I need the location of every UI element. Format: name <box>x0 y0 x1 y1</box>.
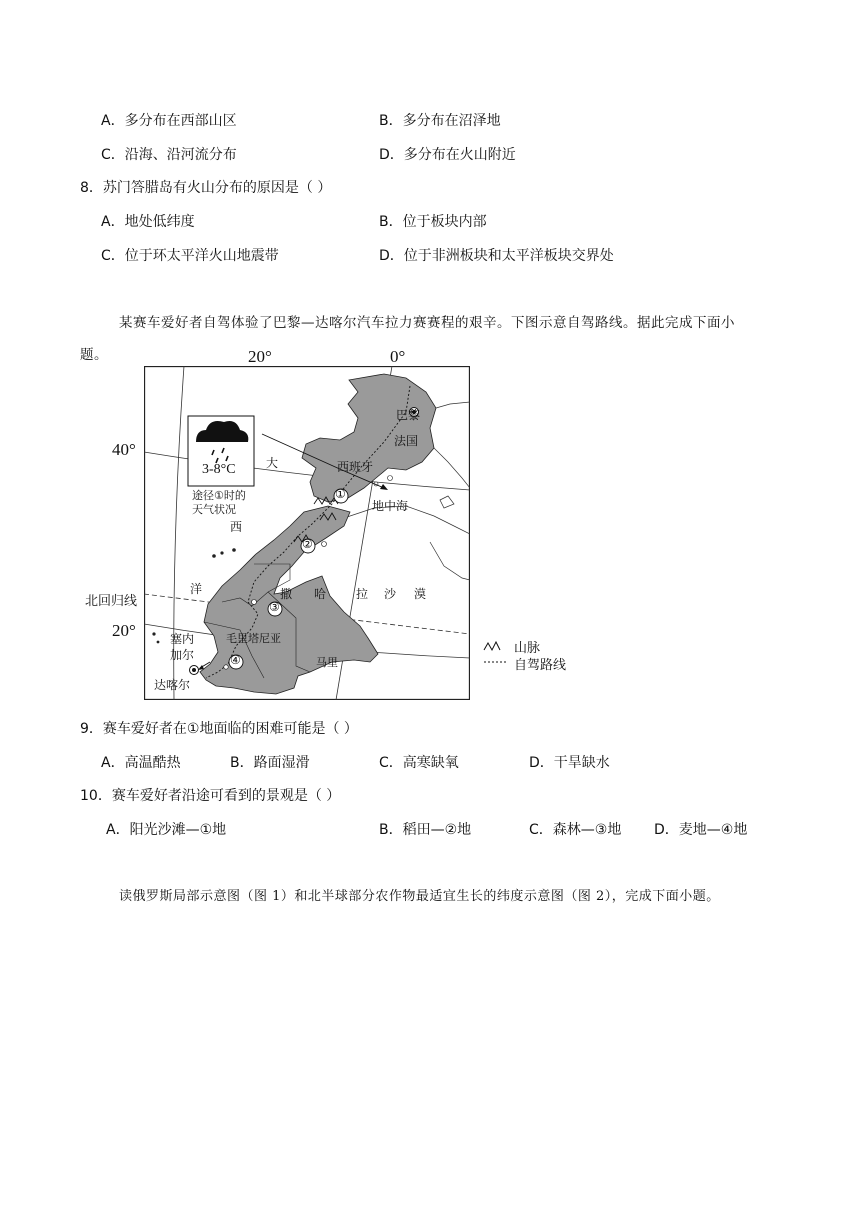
q8-option-d: D．位于非洲板块和太平洋板块交界处 <box>379 248 614 264</box>
q10-option-c: C．森林—③地 <box>529 822 622 838</box>
q10-option-d: D．麦地—④地 <box>654 822 748 838</box>
label-atlantic-2: 西 <box>230 520 243 534</box>
q9-stem: 9．赛车爱好者在①地面临的困难可能是（ ） <box>80 721 358 737</box>
q8-option-a: A．地处低纬度 <box>101 214 195 230</box>
route-map <box>144 366 470 700</box>
q9-option-c: C．高寒缺氧 <box>379 755 459 771</box>
weather-caption-1: 途径①时的 <box>192 489 246 502</box>
legend-graphic <box>482 638 510 668</box>
map-lon-20: 20° <box>248 347 272 366</box>
label-atlantic-3: 洋 <box>190 582 203 596</box>
q9-option-b: B．路面湿滑 <box>230 755 310 771</box>
passage3-line1: 读俄罗斯局部示意图（图 1）和北半球部分农作物最适宜生长的纬度示意图（图 2），完成下面小题。 <box>119 889 720 904</box>
q10-stem: 10．赛车爱好者沿途可看到的景观是（ ） <box>80 788 341 804</box>
label-sahara-3: 拉 <box>356 587 369 601</box>
passage2-line1: 某赛车爱好者自驾体验了巴黎—达喀尔汽车拉力赛赛程的艰辛。下图示意自驾路线。据此完成下面小 <box>119 315 735 331</box>
legend-mountain: 山脉 <box>514 641 541 656</box>
label-france: 法国 <box>394 434 419 448</box>
point-1-label: ① <box>335 487 346 501</box>
label-dakar: 达喀尔 <box>154 678 191 692</box>
label-senegal-1: 塞内 <box>170 632 195 646</box>
weather-caption-2: 天气状况 <box>192 503 236 516</box>
map-lon-0: 0° <box>390 347 406 366</box>
point-2-label: ② <box>302 537 313 551</box>
q10-option-a: A．阳光沙滩—①地 <box>106 822 227 838</box>
label-sahara-5: 漠 <box>414 587 427 601</box>
legend-route: 自驾路线 <box>514 658 567 673</box>
label-spain: 西班牙 <box>337 460 374 474</box>
label-paris: 巴黎 <box>396 408 421 422</box>
q8-option-c: C．位于环太平洋火山地震带 <box>101 248 279 264</box>
weather-temp: 3-8°C <box>202 462 236 477</box>
label-mauritania: 毛里塔尼亚 <box>226 632 281 645</box>
point-4-label: ④ <box>230 653 241 667</box>
label-atlantic-1: 大 <box>266 456 279 470</box>
q7-option-b: B．多分布在沼泽地 <box>379 113 501 129</box>
label-sahara-2: 哈 <box>314 587 327 601</box>
q8-option-b: B．位于板块内部 <box>379 214 487 230</box>
map-lat-40: 40° <box>112 440 136 459</box>
q7-option-a: A．多分布在西部山区 <box>101 113 237 129</box>
passage2-line2: 题。 <box>80 347 108 363</box>
label-senegal-2: 加尔 <box>170 648 195 662</box>
label-sahara-4: 沙 <box>384 587 397 601</box>
q9-option-d: D．干旱缺水 <box>529 755 610 771</box>
map-tropic-label: 北回归线 <box>85 594 138 609</box>
q7-option-c: C．沿海、沿河流分布 <box>101 147 237 163</box>
label-sahara-1: 撒 <box>280 587 293 601</box>
point-3-label: ③ <box>269 600 280 614</box>
q7-option-d: D．多分布在火山附近 <box>379 147 516 163</box>
q8-stem: 8．苏门答腊岛有火山分布的原因是（ ） <box>80 180 332 196</box>
map-lat-20: 20° <box>112 621 136 640</box>
label-mali: 马里 <box>316 656 338 669</box>
q10-option-b: B．稻田—②地 <box>379 822 472 838</box>
q9-option-a: A．高温酷热 <box>101 755 181 771</box>
label-mediterranean: 地中海 <box>372 499 409 513</box>
